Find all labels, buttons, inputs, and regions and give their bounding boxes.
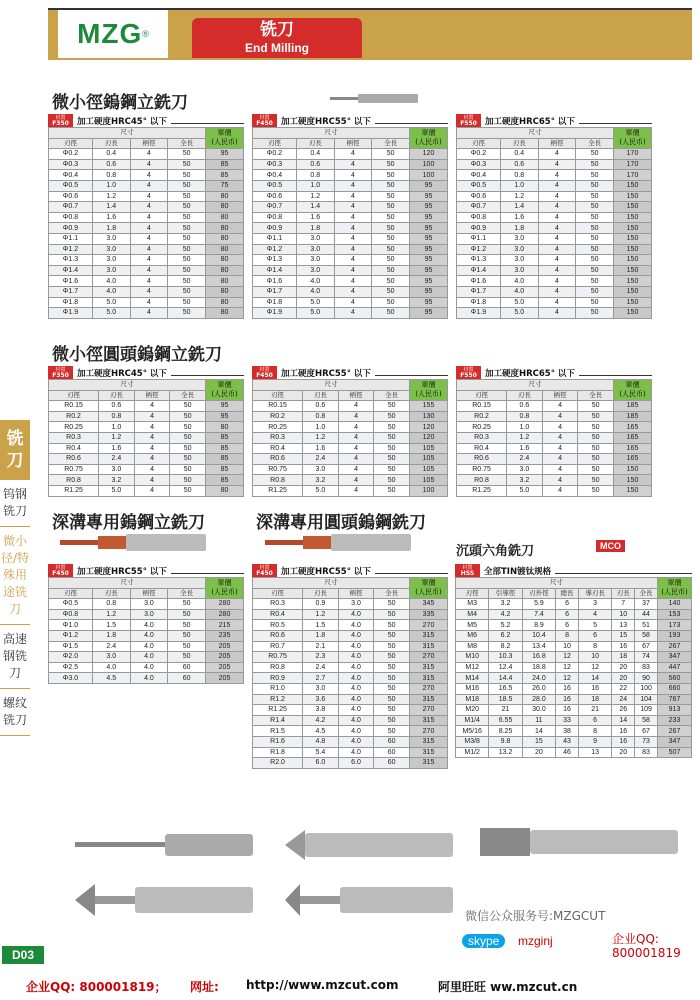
table-row: Φ1.1 3.0 4 50 95 xyxy=(253,233,448,244)
title-cn: 铣刀 xyxy=(260,20,294,40)
table-row: M16 16.5 26.0 16 16 22 100 660 xyxy=(456,683,692,694)
table-row: R0.75 3.0 4 50 105 xyxy=(253,464,448,475)
skype-badge: skype xyxy=(462,934,505,948)
table-row: R1.25 5.0 4 50 80 xyxy=(49,485,244,496)
table-row: M6 6.2 10.4 8 6 15 58 193 xyxy=(456,630,692,641)
hardness-label: 加工硬度HRC45° 以下 xyxy=(77,116,167,127)
table-row: R1.25 3.8 4.0 50 270 xyxy=(253,705,448,716)
spec-table: 材質 HSS 全部TIN镀钛规格 尺寸 單價 (人民币) 刃徑 引導徑 刃外徑 總長 導刃長 刃長 全長 M3 3.2 5.9 6 3 7 37 140 M4 4.2 7.4 6 4 10 44 153 M5 5.2 8.9 6 5 13 51 173 M6 6.2 10.4 8 6 15 58 193 M8 8.2 13.4 10 8 16 67 267 M10 10.3 16.8 12 10 18 74 347 M12 12.4 18.8 12 12 20 83 447 M14 14.4 24.0 12 14 20 90 560 M16 16.5 26.0 16 16 22 100 660 M18 18.5 28.0 16 18 24 104 767 M20 21 30.0 16 21 26 109 913 M1/4 6.55 11 33 6 14 58 233 M5/16 8.25 14 38 8 16 67 267 M3/8 9.8 15 43 9 16 73 347 M1/2 13.2 20 46 13 20 83 507 xyxy=(455,564,692,758)
table-row: R0.6 2.4 4 50 105 xyxy=(253,454,448,465)
table-row: Φ1.8 5.0 4 50 150 xyxy=(457,297,652,308)
table-row: R0.2 0.8 4 50 130 xyxy=(253,411,448,422)
brand-logo xyxy=(58,10,168,58)
table-row: R0.4 1.6 4 50 105 xyxy=(253,443,448,454)
table-row: R0.7 2.1 4.0 50 315 xyxy=(253,641,448,652)
table-row: Φ1.6 4.0 4 50 80 xyxy=(49,276,244,287)
table-row: R0.75 3.0 4 50 85 xyxy=(49,464,244,475)
table-row: Φ1.3 3.0 4 50 80 xyxy=(49,255,244,266)
material-badge: 材質 F350 xyxy=(48,366,73,379)
spec-table: 材質 F450 加工硬度HRC55° 以下 尺寸 單價 (人民币) 刃徑 刃長 柄徑 全長 R0.15 0.6 4 50 155 R0.2 0.8 4 50 130 R0.25 1.0 4 50 120 R0.3 1.2 4 50 120 R0.4 1.6 4 50 105 R0.6 2.4 4 50 105 R0.75 3.0 4 50 105 R0.8 3.2 4 50 105 R1.25 5.0 4 50 100 xyxy=(252,366,448,497)
spec-table: 材質 F450 加工硬度HRC55° 以下 尺寸 單價 (人民币) 刃徑 刃長 柄徑 全長 R0.3 0.9 3.0 50 345 R0.4 1.2 4.0 50 335 R0.5 1.5 4.0 50 270 R0.6 1.8 4.0 50 315 R0.7 2.1 4.0 50 315 R0.75 2.3 4.0 50 270 R0.8 2.4 4.0 50 315 R0.9 2.7 4.0 50 315 R1.0 3.0 4.0 50 270 R1.2 3.6 4.0 50 315 R1.25 3.8 4.0 50 270 R1.4 4.2 4.0 50 315 R1.5 4.5 4.0 50 270 R1.6 4.8 4.0 60 315 R1.8 5.4 4.0 60 315 R2.0 6.0 6.0 60 315 xyxy=(252,564,448,769)
material-badge: 材質 F450 xyxy=(252,564,277,577)
table-row: R0.5 1.5 4.0 50 270 xyxy=(253,620,448,631)
hardness-label: 加工硬度HRC55° 以下 xyxy=(281,566,371,577)
tool-image xyxy=(285,880,455,920)
table-row: Φ0.3 0.6 4 50 100 xyxy=(253,159,448,170)
table-row: Φ0.9 1.8 4 50 95 xyxy=(253,223,448,234)
spec-table: 材質 F450 加工硬度HRC55° 以下 尺寸 單價 (人民币) 刃徑 刃長 柄徑 全長 Φ0.5 0.8 3.0 50 280 Φ0.8 1.2 3.0 50 280 Φ1.0 1.5 4.0 50 215 Φ1.2 1.8 4.0 50 235 Φ1.5 2.4 4.0 50 205 Φ2.0 3.0 4.0 50 205 Φ2.5 4.0 4.0 60 205 Φ3.0 4.5 4.0 60 205 xyxy=(48,564,244,684)
table-row: Φ0.7 1.4 4 50 150 xyxy=(457,202,652,213)
table-row: R0.25 1.0 4 50 120 xyxy=(253,422,448,433)
table-row: Φ0.2 0.4 4 50 95 xyxy=(49,149,244,160)
table-row: R0.8 2.4 4.0 50 315 xyxy=(253,662,448,673)
table-row: R0.3 1.2 4 50 120 xyxy=(253,432,448,443)
table-row: Φ1.9 5.0 4 50 95 xyxy=(253,308,448,319)
table-row: R0.15 0.6 4 50 185 xyxy=(457,401,652,412)
footer-qq: 企业QQ: 800001819； xyxy=(26,980,167,994)
material-badge: 材質 F450 xyxy=(48,564,73,577)
table-row: R0.75 2.3 4.0 50 270 xyxy=(253,652,448,663)
table-row: Φ0.7 1.4 4 50 80 xyxy=(49,202,244,213)
tool-image xyxy=(60,530,210,556)
tool-image xyxy=(75,880,255,920)
table-row: Φ0.7 1.4 4 50 95 xyxy=(253,202,448,213)
table-row: Φ1.2 3.0 4 50 95 xyxy=(253,244,448,255)
table-row: Φ0.2 0.4 4 50 120 xyxy=(253,149,448,160)
table-row: Φ1.8 5.0 4 50 80 xyxy=(49,297,244,308)
table-row: Φ0.4 0.8 4 50 170 xyxy=(457,170,652,181)
brand-name: MZG xyxy=(77,18,143,49)
table-row: Φ2.0 3.0 4.0 50 205 xyxy=(49,652,244,663)
hardness-label: 全部TIN镀钛规格 xyxy=(484,566,552,577)
table-row: R0.3 1.2 4 50 85 xyxy=(49,432,244,443)
tool-image xyxy=(330,92,420,106)
table-row: R0.3 1.2 4 50 165 xyxy=(457,432,652,443)
footer-aliww: 阿里旺旺 ww.mzcut.cn xyxy=(438,980,578,994)
table-row: R0.4 1.2 4.0 50 335 xyxy=(253,609,448,620)
table-row: R0.9 2.7 4.0 50 315 xyxy=(253,673,448,684)
table-row: Φ0.8 1.6 4 50 95 xyxy=(253,212,448,223)
spec-table: 材質 F350 加工硬度HRC45° 以下 尺寸 單價 (人民币) 刃徑 刃長 柄徑 全長 R0.15 0.6 4 50 95 R0.2 0.8 4 50 95 R0.25 1.0 4 50 80 R0.3 1.2 4 50 85 R0.4 1.6 4 50 85 R0.6 2.4 4 50 85 R0.75 3.0 4 50 85 R0.8 3.2 4 50 85 R1.25 5.0 4 50 80 xyxy=(48,366,244,497)
hardness-label: 加工硬度HRC65° 以下 xyxy=(485,116,575,127)
table-row: R0.6 2.4 4 50 165 xyxy=(457,454,652,465)
table-row: R1.8 5.4 4.0 60 315 xyxy=(253,747,448,758)
footer xyxy=(0,972,700,1000)
qq-label: 企业QQ: xyxy=(612,932,659,946)
table-row: M5 5.2 8.9 6 5 13 51 173 xyxy=(456,620,692,631)
mco-badge: MCO xyxy=(596,540,625,552)
footer-site-link[interactable]: http://www.mzcut.com xyxy=(246,978,399,992)
table-row: M20 21 30.0 16 21 26 109 913 xyxy=(456,705,692,716)
spec-table: 材質 F550 加工硬度HRC65° 以下 尺寸 單價 (人民币) 刃徑 刃長 柄徑 全長 Φ0.2 0.4 4 50 170 Φ0.3 0.6 4 50 170 Φ0.4 0.8 4 50 170 Φ0.5 1.0 4 50 150 Φ0.6 1.2 4 50 150 Φ0.7 1.4 4 50 150 Φ0.8 1.6 4 50 150 Φ0.9 1.8 4 50 150 Φ1.1 3.0 4 50 150 Φ1.2 3.0 4 50 150 Φ1.3 3.0 4 50 150 Φ1.4 3.0 4 50 150 Φ1.6 4.0 4 50 150 Φ1.7 4.0 4 50 150 Φ1.8 5.0 4 50 150 Φ1.9 5.0 4 50 150 xyxy=(456,114,652,319)
side-nav-item[interactable]: 螺纹铣刀 xyxy=(0,689,30,736)
tool-image xyxy=(75,830,255,860)
material-badge: 材質 F450 xyxy=(252,366,277,379)
table-row: Φ1.4 3.0 4 50 80 xyxy=(49,265,244,276)
table-row: Φ1.9 5.0 4 50 80 xyxy=(49,308,244,319)
table-row: Φ1.2 3.0 4 50 150 xyxy=(457,244,652,255)
table-row: M1/2 13.2 20 46 13 20 83 507 xyxy=(456,747,692,758)
table-row: Φ1.9 5.0 4 50 150 xyxy=(457,308,652,319)
side-nav-main[interactable]: 铣刀 xyxy=(0,420,30,480)
tool-image xyxy=(480,822,680,862)
table-row: Φ1.3 3.0 4 50 95 xyxy=(253,255,448,266)
hardness-label: 加工硬度HRC55° 以下 xyxy=(281,116,371,127)
table-row: R0.25 1.0 4 50 165 xyxy=(457,422,652,433)
table-row: Φ2.5 4.0 4.0 60 205 xyxy=(49,662,244,673)
table-row: Φ0.5 0.8 3.0 50 280 xyxy=(49,599,244,610)
wechat-label: 微信公众服务号:MZGCUT xyxy=(465,909,606,923)
table-row: Φ0.8 1.6 4 50 150 xyxy=(457,212,652,223)
table-row: R0.15 0.6 4 50 95 xyxy=(49,401,244,412)
table-row: Φ1.1 3.0 4 50 150 xyxy=(457,233,652,244)
material-badge: 材質 F450 xyxy=(252,114,277,127)
side-nav-item[interactable]: 钨钢铣刀 xyxy=(0,480,30,527)
side-nav-item-active[interactable]: 微小径/特殊用途铣刀 xyxy=(0,527,30,625)
table-row: Φ1.4 3.0 4 50 95 xyxy=(253,265,448,276)
page-title xyxy=(192,18,362,58)
table-row: M10 10.3 16.8 12 10 18 74 347 xyxy=(456,652,692,663)
table-row: R0.6 2.4 4 50 85 xyxy=(49,454,244,465)
section-title: 深溝專用圓頭鎢鋼銑刀 xyxy=(256,513,426,533)
skype-id: mzginj xyxy=(518,934,553,948)
table-row: Φ0.9 1.8 4 50 80 xyxy=(49,223,244,234)
qq-block xyxy=(612,932,681,960)
table-row: Φ1.7 4.0 4 50 80 xyxy=(49,286,244,297)
table-row: Φ0.3 0.6 4 50 85 xyxy=(49,159,244,170)
table-row: M3 3.2 5.9 6 3 7 37 140 xyxy=(456,599,692,610)
table-row: Φ0.8 1.6 4 50 80 xyxy=(49,212,244,223)
spec-table: 材質 F350 加工硬度HRC45° 以下 尺寸 單價 (人民币) 刃徑 刃長 柄徑 全長 Φ0.2 0.4 4 50 95 Φ0.3 0.6 4 50 85 Φ0.4 0.8 4 50 85 Φ0.5 1.0 4 50 75 Φ0.6 1.2 4 50 80 Φ0.7 1.4 4 50 80 Φ0.8 1.6 4 50 80 Φ0.9 1.8 4 50 80 Φ1.1 3.0 4 50 80 Φ1.2 3.0 4 50 80 Φ1.3 3.0 4 50 80 Φ1.4 3.0 4 50 80 Φ1.6 4.0 4 50 80 Φ1.7 4.0 4 50 80 Φ1.8 5.0 4 50 80 Φ1.9 5.0 4 50 80 xyxy=(48,114,244,319)
table-row: R0.2 0.8 4 50 95 xyxy=(49,411,244,422)
table-row: R1.5 4.5 4.0 50 270 xyxy=(253,726,448,737)
material-badge: 材質 F550 xyxy=(456,114,481,127)
table-row: Φ1.1 3.0 4 50 80 xyxy=(49,233,244,244)
tool-image xyxy=(265,530,415,556)
table-row: R0.6 1.8 4.0 50 315 xyxy=(253,630,448,641)
table-row: Φ0.6 1.2 4 50 95 xyxy=(253,191,448,202)
section-title: 深溝專用鎢鋼立銑刀 xyxy=(52,513,205,533)
table-row: R1.25 5.0 4 50 150 xyxy=(457,485,652,496)
material-badge: 材質 HSS xyxy=(455,564,480,577)
table-row: Φ1.0 1.5 4.0 50 215 xyxy=(49,620,244,631)
table-row: Φ0.6 1.2 4 50 150 xyxy=(457,191,652,202)
table-row: Φ1.7 4.0 4 50 150 xyxy=(457,286,652,297)
table-row: Φ0.2 0.4 4 50 170 xyxy=(457,149,652,160)
table-row: Φ1.7 4.0 4 50 95 xyxy=(253,286,448,297)
table-row: Φ0.9 1.8 4 50 150 xyxy=(457,223,652,234)
table-row: Φ1.4 3.0 4 50 150 xyxy=(457,265,652,276)
table-row: Φ3.0 4.5 4.0 60 205 xyxy=(49,673,244,684)
table-row: R0.3 0.9 3.0 50 345 xyxy=(253,599,448,610)
table-row: M4 4.2 7.4 6 4 10 44 153 xyxy=(456,609,692,620)
hardness-label: 加工硬度HRC55° 以下 xyxy=(77,566,167,577)
table-row: M5/16 8.25 14 38 8 16 67 267 xyxy=(456,726,692,737)
table-row: R1.2 3.6 4.0 50 315 xyxy=(253,694,448,705)
table-row: R0.15 0.6 4 50 155 xyxy=(253,401,448,412)
spec-table: 材質 F550 加工硬度HRC65° 以下 尺寸 單價 (人民币) 刃徑 刃長 柄徑 全長 R0.15 0.6 4 50 185 R0.2 0.8 4 50 185 R0.25 1.0 4 50 165 R0.3 1.2 4 50 165 R0.4 1.6 4 50 165 R0.6 2.4 4 50 165 R0.75 3.0 4 50 150 R0.8 3.2 4 50 150 R1.25 5.0 4 50 150 xyxy=(456,366,652,497)
hardness-label: 加工硬度HRC45° 以下 xyxy=(77,368,167,379)
material-badge: 材質 F550 xyxy=(456,366,481,379)
table-row: Φ1.2 1.8 4.0 50 235 xyxy=(49,630,244,641)
table-row: R2.0 6.0 6.0 60 315 xyxy=(253,758,448,769)
table-row: Φ0.5 1.0 4 50 95 xyxy=(253,180,448,191)
table-row: R1.0 3.0 4.0 50 270 xyxy=(253,683,448,694)
table-row: R0.8 3.2 4 50 105 xyxy=(253,475,448,486)
table-row: M18 18.5 28.0 16 18 24 104 767 xyxy=(456,694,692,705)
table-row: R0.2 0.8 4 50 185 xyxy=(457,411,652,422)
tool-image xyxy=(285,825,455,865)
table-row: Φ1.3 3.0 4 50 150 xyxy=(457,255,652,266)
table-row: Φ1.2 3.0 4 50 80 xyxy=(49,244,244,255)
table-row: Φ1.8 5.0 4 50 95 xyxy=(253,297,448,308)
table-row: Φ1.6 4.0 4 50 150 xyxy=(457,276,652,287)
table-row: R0.25 1.0 4 50 80 xyxy=(49,422,244,433)
table-row: M1/4 6.55 11 33 6 14 58 233 xyxy=(456,715,692,726)
hardness-label: 加工硬度HRC65° 以下 xyxy=(485,368,575,379)
title-en: End Milling xyxy=(245,41,309,55)
table-row: R0.75 3.0 4 50 150 xyxy=(457,464,652,475)
footer-site-label: 网址: xyxy=(190,980,219,994)
page-number: D03 xyxy=(2,946,44,964)
table-row: Φ0.5 1.0 4 50 75 xyxy=(49,180,244,191)
table-row: Φ0.6 1.2 4 50 80 xyxy=(49,191,244,202)
table-row: Φ0.4 0.8 4 50 100 xyxy=(253,170,448,181)
table-row: Φ0.8 1.2 3.0 50 280 xyxy=(49,609,244,620)
table-row: R1.4 4.2 4.0 50 315 xyxy=(253,715,448,726)
table-row: Φ0.4 0.8 4 50 85 xyxy=(49,170,244,181)
registered-icon: ® xyxy=(142,29,149,39)
table-row: R1.25 5.0 4 50 100 xyxy=(253,485,448,496)
section-title: 沉頭六角銑刀 xyxy=(456,544,535,559)
table-row: Φ1.6 4.0 4 50 95 xyxy=(253,276,448,287)
section-title: 微小徑圓頭鎢鋼立銑刀 xyxy=(52,345,222,365)
table-row: Φ0.5 1.0 4 50 150 xyxy=(457,180,652,191)
table-row: M3/8 9.8 15 43 9 16 73 347 xyxy=(456,736,692,747)
table-row: R1.6 4.8 4.0 60 315 xyxy=(253,736,448,747)
table-row: Φ0.3 0.6 4 50 170 xyxy=(457,159,652,170)
table-row: R0.8 3.2 4 50 150 xyxy=(457,475,652,486)
material-badge: 材質 F350 xyxy=(48,114,73,127)
side-nav xyxy=(0,420,30,736)
table-row: R0.4 1.6 4 50 85 xyxy=(49,443,244,454)
table-row: M14 14.4 24.0 12 14 20 90 560 xyxy=(456,673,692,684)
table-row: M12 12.4 18.8 12 12 20 83 447 xyxy=(456,662,692,673)
section-title: 微小徑鎢鋼立銑刀 xyxy=(52,93,188,113)
side-nav-item[interactable]: 高速钢铣刀 xyxy=(0,625,30,689)
spec-table: 材質 F450 加工硬度HRC55° 以下 尺寸 單價 (人民币) 刃徑 刃長 柄徑 全長 Φ0.2 0.4 4 50 120 Φ0.3 0.6 4 50 100 Φ0.4 0.8 4 50 100 Φ0.5 1.0 4 50 95 Φ0.6 1.2 4 50 95 Φ0.7 1.4 4 50 95 Φ0.8 1.6 4 50 95 Φ0.9 1.8 4 50 95 Φ1.1 3.0 4 50 95 Φ1.2 3.0 4 50 95 Φ1.3 3.0 4 50 95 Φ1.4 3.0 4 50 95 Φ1.6 4.0 4 50 95 Φ1.7 4.0 4 50 95 Φ1.8 5.0 4 50 95 Φ1.9 5.0 4 50 95 xyxy=(252,114,448,319)
table-row: R0.8 3.2 4 50 85 xyxy=(49,475,244,486)
table-row: Φ1.5 2.4 4.0 50 205 xyxy=(49,641,244,652)
qq-number: 800001819 xyxy=(612,946,681,960)
table-row: R0.4 1.6 4 50 165 xyxy=(457,443,652,454)
hardness-label: 加工硬度HRC55° 以下 xyxy=(281,368,371,379)
table-row: M8 8.2 13.4 10 8 16 67 267 xyxy=(456,641,692,652)
